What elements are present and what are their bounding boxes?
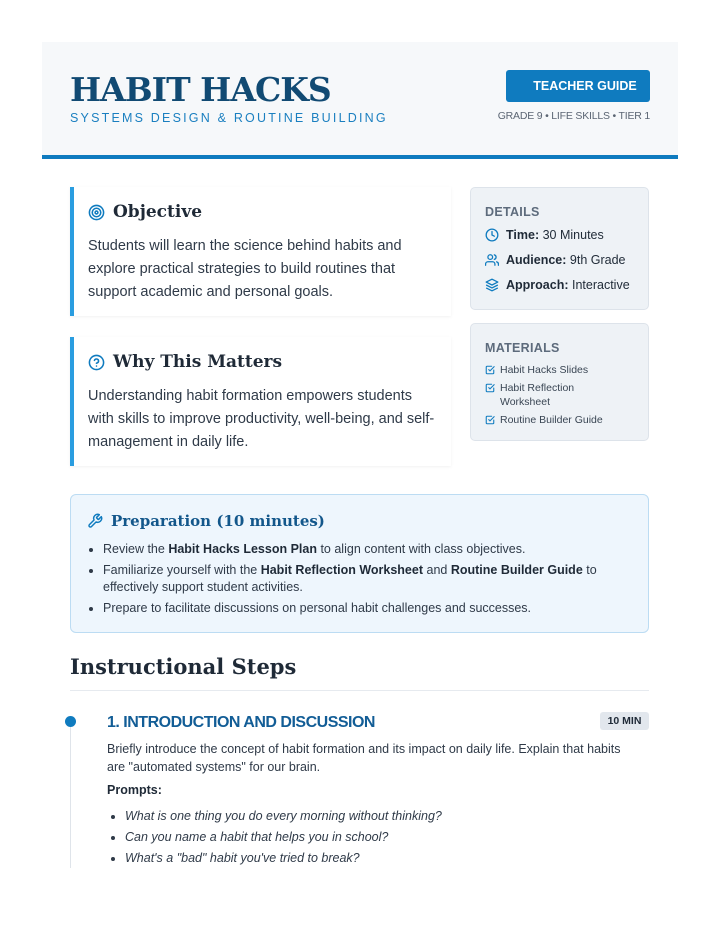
material-item: Routine Builder Guide <box>485 413 635 427</box>
why-matters-text: Understanding habit formation empowers students with skills to improve productivity, well-being, and self-management in daily life. <box>88 388 435 450</box>
list-item: • Familiarize yourself with the Habit Reflection Worksheet and Routine Builder Guide to effectively support student activities. <box>103 562 623 596</box>
layers-icon <box>485 278 499 292</box>
materials-heading: MATERIALS <box>485 341 560 355</box>
preparation-box <box>70 494 649 633</box>
objective-text: Students will learn the science behind habits and explore practical strategies to build routines that support academic and personal goals. <box>88 238 402 300</box>
detail-time: Time: 30 Minutes <box>485 228 604 242</box>
prompts-list <box>125 806 625 869</box>
materials-panel <box>470 323 649 441</box>
question-circle-icon <box>88 354 105 371</box>
preparation-list <box>103 541 623 621</box>
list-item: • What is one thing you do every morning without thinking? <box>125 806 625 827</box>
prompts-label: Prompts: <box>107 783 162 797</box>
details-heading: DETAILS <box>485 205 540 219</box>
timeline-line <box>70 723 71 868</box>
detail-audience: Audience: 9th Grade <box>485 253 626 267</box>
list-item: • Prepare to facilitate discussions on personal habit challenges and successes. <box>103 600 623 617</box>
page-header <box>42 42 678 159</box>
teacher-guide-button[interactable]: TEACHER GUIDE <box>506 70 650 102</box>
list-item: • Can you name a habit that helps you in school? <box>125 827 625 848</box>
material-item: Habit Reflection Worksheet <box>485 381 635 409</box>
why-matters-title: Why This Matters <box>113 352 283 372</box>
step-text: Briefly introduce the concept of habit formation and its impact on daily life. Explain that habits are "automated systems" for our brain. <box>107 742 621 774</box>
clock-icon <box>485 228 499 242</box>
step-title: 1. INTRODUCTION AND DISCUSSION <box>107 714 375 731</box>
preparation-title: Preparation (10 minutes) <box>111 512 325 530</box>
target-icon <box>88 204 105 221</box>
users-icon <box>485 253 499 267</box>
detail-approach: Approach: Interactive <box>485 278 630 292</box>
check-square-icon <box>485 383 495 393</box>
section-heading: Instructional Steps <box>70 654 649 691</box>
grade-line: GRADE 9 • LIFE SKILLS • TIER 1 <box>497 110 650 122</box>
list-item: • What's a "bad" habit you've tried to break? <box>125 848 625 869</box>
check-square-icon <box>485 415 495 425</box>
page-subtitle: SYSTEMS DESIGN & ROUTINE BUILDING <box>70 111 388 125</box>
wrench-icon <box>87 513 103 529</box>
page-title: HABIT HACKS <box>70 70 331 109</box>
objective-title: Objective <box>113 202 203 222</box>
details-panel <box>470 187 649 310</box>
check-square-icon <box>485 365 495 375</box>
material-item: Habit Hacks Slides <box>485 363 635 377</box>
duration-badge: 10 MIN <box>600 712 649 730</box>
timeline-dot <box>65 716 76 727</box>
why-matters-card <box>70 337 451 466</box>
list-item: • Review the Habit Hacks Lesson Plan to align content with class objectives. <box>103 541 623 558</box>
objective-card <box>70 187 451 316</box>
